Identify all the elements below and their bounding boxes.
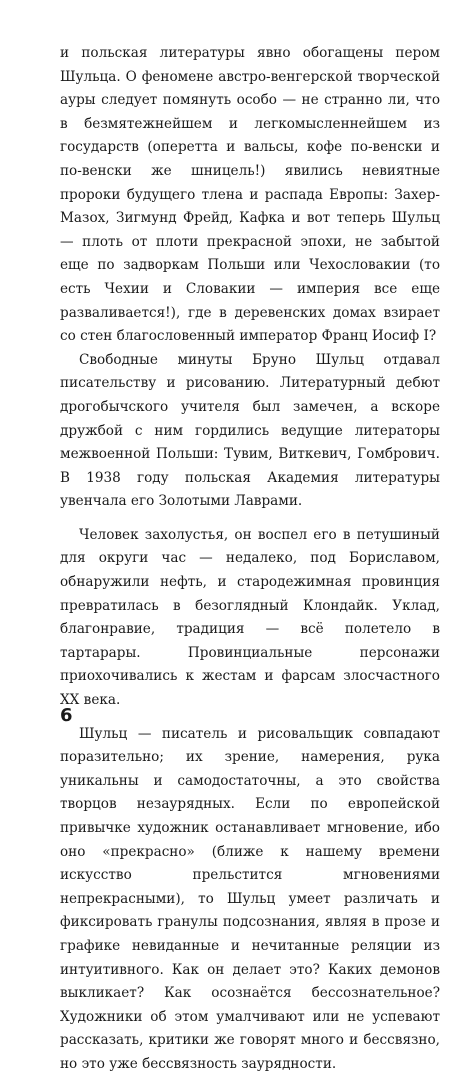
paragraph-1: и польская литературы явно обогащены пером Шульца. О феномене австро-венгерской творческой ауры следует помянуть особо — не странно ли, что в безмятежнейшем и легкомысленнейшем из государств (оперетта и вальсы, кофе по-венски и по-венски же шницель!) явились невиятные пророки будущего тлена и распада Европы: Захер-Мазох, Зигмунд Фрейд, Кафка и вот теперь Шульц — плоть от плоти прекрасной эпохи, не забытой еще по задворкам Польши или Чехословакии (то есть Чехии и Словакии — империя все еще разваливается!), где в деревенских домах взирает со стен благословенный император Франц Иосиф I?	[60, 45, 440, 345]
paragraph-2: Свободные минуты Бруно Шульц отдавал писательству и рисованию. Литературный дебют дрогобычского учителя был замечен, а вскоре дружбой с ним гордились ведущие литераторы межвоенной Польши: Тувим, Виткевич, Гомбрович. В 1938 году польская Академия литературы увенчала его Золотыми Лаврами.	[60, 351, 440, 510]
page-body	[60, 42, 440, 1077]
page-number: 6	[60, 705, 73, 726]
paragraph-4: Шульц — писатель и рисовальщик совпадают поразительно; их зрение, намерения, рука уникальны и самодостаточны, а это свойства творцов незаурядных. Если по европейской привычке художник останавливает мгновение, ибо оно «прекрасно» (ближе к нашему времени искусство прельстится мгновениями непрекрасными), то Шульц умеет различать и фиксировать гранулы подсознания, являя в прозе и графике невиданные и нечитанные реляции из интуитивного. Как он делает это? Каких демонов выкликает? Как осознаётся бессознательное? Художники об этом умалчивают или не успевают рассказать, критики же говорят много и бессвязно, но это уже бессвязность заурядности.	[60, 725, 440, 1072]
paragraph-3: Человек захолустья, он воспел его в петушиный для округи час — недалеко, под Бориславом, обнаружили нефть, и стародежимная провинция превратилась в безоглядный Клондайк. Уклад, благонравие, традиция — всё полетело в тартарары. Провинциальные персонажи приохочивались к жестам и фарсам злосчастного XX века.	[60, 526, 440, 709]
